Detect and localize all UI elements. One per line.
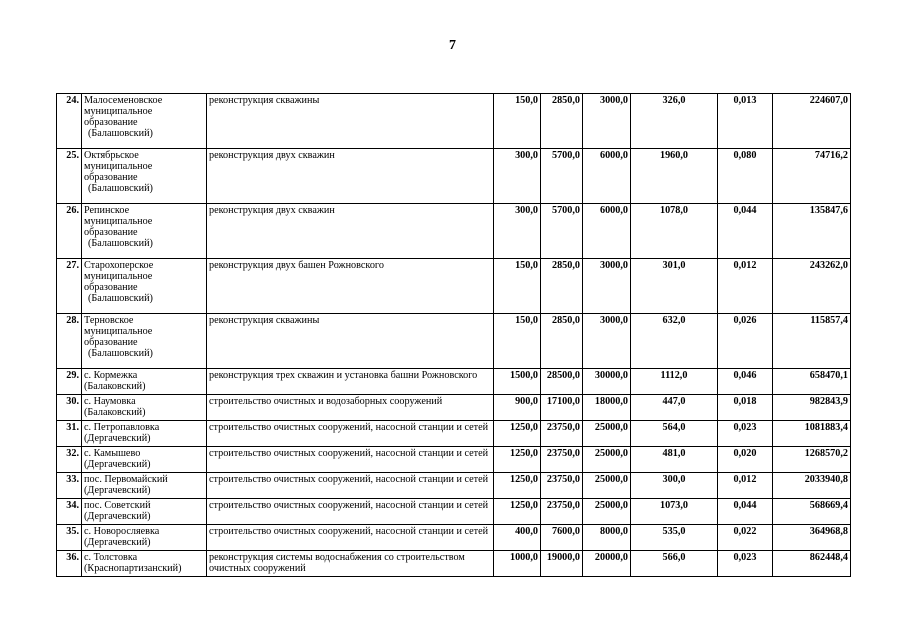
row-number: 31. bbox=[57, 421, 82, 447]
value-col-3: 30000,0 bbox=[583, 369, 631, 395]
table-row bbox=[57, 149, 851, 204]
value-col-6: 243262,0 bbox=[773, 259, 851, 314]
work-description: реконструкция скважины bbox=[207, 314, 494, 369]
settlement-name bbox=[82, 204, 207, 259]
settlement-name bbox=[82, 551, 207, 577]
settlement-name bbox=[82, 525, 207, 551]
settlement-name-line: (Дергачевский) bbox=[84, 433, 151, 444]
value-col-6: 1081883,4 bbox=[773, 421, 851, 447]
value-col-3: 20000,0 bbox=[583, 551, 631, 577]
work-description: реконструкция двух башен Рожновского bbox=[207, 259, 494, 314]
work-description: строительство очистных сооружений, насосной станции и сетей bbox=[207, 473, 494, 499]
value-col-3: 6000,0 bbox=[583, 204, 631, 259]
value-col-5: 0,026 bbox=[718, 314, 773, 369]
value-col-1: 1000,0 bbox=[494, 551, 541, 577]
value-col-1: 1250,0 bbox=[494, 473, 541, 499]
value-col-5: 0,046 bbox=[718, 369, 773, 395]
row-number: 28. bbox=[57, 314, 82, 369]
value-col-2: 5700,0 bbox=[541, 204, 583, 259]
table-row bbox=[57, 369, 851, 395]
settlement-name-line: муниципальное bbox=[84, 216, 153, 227]
table-row bbox=[57, 499, 851, 525]
settlement-name-line: образование bbox=[84, 172, 138, 183]
value-col-3: 25000,0 bbox=[583, 421, 631, 447]
value-col-1: 400,0 bbox=[494, 525, 541, 551]
settlement-name-line: пос. Первомайский bbox=[84, 474, 168, 485]
table-row bbox=[57, 94, 851, 149]
value-col-3: 25000,0 bbox=[583, 447, 631, 473]
value-col-2: 23750,0 bbox=[541, 447, 583, 473]
value-col-1: 1250,0 bbox=[494, 421, 541, 447]
value-col-4: 447,0 bbox=[631, 395, 718, 421]
value-col-4: 632,0 bbox=[631, 314, 718, 369]
value-col-2: 2850,0 bbox=[541, 94, 583, 149]
table-row bbox=[57, 204, 851, 259]
row-number: 29. bbox=[57, 369, 82, 395]
value-col-4: 300,0 bbox=[631, 473, 718, 499]
settlement-name-line: с. Наумовка bbox=[84, 396, 136, 407]
value-col-2: 2850,0 bbox=[541, 259, 583, 314]
table-row bbox=[57, 259, 851, 314]
settlement-name bbox=[82, 447, 207, 473]
value-col-1: 300,0 bbox=[494, 204, 541, 259]
work-description: реконструкция системы водоснабжения со строительством очистных сооружений bbox=[207, 551, 494, 577]
value-col-5: 0,022 bbox=[718, 525, 773, 551]
value-col-5: 0,018 bbox=[718, 395, 773, 421]
value-col-1: 900,0 bbox=[494, 395, 541, 421]
table-row bbox=[57, 525, 851, 551]
settlement-name-line: с. Камышево bbox=[84, 448, 141, 459]
value-col-5: 0,013 bbox=[718, 94, 773, 149]
value-col-1: 1250,0 bbox=[494, 447, 541, 473]
settlement-name-line: (Балаковский) bbox=[84, 381, 146, 392]
settlement-name bbox=[82, 499, 207, 525]
settlement-name-line: (Краснопартизанский) bbox=[84, 563, 182, 574]
settlement-name-line: (Дергачевский) bbox=[84, 459, 151, 470]
settlement-name-line: образование bbox=[84, 117, 138, 128]
settlement-name-line: (Балаковский) bbox=[84, 407, 146, 418]
value-col-3: 3000,0 bbox=[583, 314, 631, 369]
value-col-4: 564,0 bbox=[631, 421, 718, 447]
value-col-2: 23750,0 bbox=[541, 421, 583, 447]
table-row bbox=[57, 473, 851, 499]
settlement-name bbox=[82, 473, 207, 499]
row-number: 35. bbox=[57, 525, 82, 551]
value-col-5: 0,020 bbox=[718, 447, 773, 473]
value-col-4: 1960,0 bbox=[631, 149, 718, 204]
value-col-1: 150,0 bbox=[494, 94, 541, 149]
table-row bbox=[57, 551, 851, 577]
value-col-5: 0,012 bbox=[718, 473, 773, 499]
value-col-2: 7600,0 bbox=[541, 525, 583, 551]
settlement-name bbox=[82, 94, 207, 149]
table-body bbox=[57, 94, 851, 577]
settlement-name-line: с. Петропавловка bbox=[84, 422, 160, 433]
table-row bbox=[57, 447, 851, 473]
value-col-3: 18000,0 bbox=[583, 395, 631, 421]
settlement-name-line: Малосеменовское bbox=[84, 95, 163, 106]
value-col-5: 0,023 bbox=[718, 421, 773, 447]
settlement-name-line: муниципальное bbox=[84, 161, 153, 172]
value-col-3: 25000,0 bbox=[583, 499, 631, 525]
work-description: строительство очистных сооружений, насосной станции и сетей bbox=[207, 499, 494, 525]
value-col-2: 5700,0 bbox=[541, 149, 583, 204]
value-col-4: 566,0 bbox=[631, 551, 718, 577]
settlement-name-line: (Балашовский) bbox=[88, 348, 153, 359]
page-number: 7 bbox=[449, 38, 456, 53]
settlement-name-line: образование bbox=[84, 227, 138, 238]
value-col-6: 135847,6 bbox=[773, 204, 851, 259]
settlement-name-line: с. Кормежка bbox=[84, 370, 138, 381]
data-table bbox=[56, 93, 851, 577]
settlement-name-line: (Балашовский) bbox=[88, 183, 153, 194]
value-col-4: 535,0 bbox=[631, 525, 718, 551]
settlement-name-line: (Дергачевский) bbox=[84, 511, 151, 522]
settlement-name-line: (Балашовский) bbox=[88, 293, 153, 304]
settlement-name-line: Репинское bbox=[84, 205, 130, 216]
settlement-name-line: (Дергачевский) bbox=[84, 485, 151, 496]
row-number: 30. bbox=[57, 395, 82, 421]
value-col-1: 1250,0 bbox=[494, 499, 541, 525]
value-col-5: 0,023 bbox=[718, 551, 773, 577]
value-col-3: 3000,0 bbox=[583, 94, 631, 149]
row-number: 24. bbox=[57, 94, 82, 149]
settlement-name bbox=[82, 259, 207, 314]
value-col-4: 326,0 bbox=[631, 94, 718, 149]
value-col-5: 0,044 bbox=[718, 204, 773, 259]
settlement-name-line: (Балашовский) bbox=[88, 238, 153, 249]
value-col-5: 0,012 bbox=[718, 259, 773, 314]
work-description: реконструкция двух скважин bbox=[207, 204, 494, 259]
value-col-2: 17100,0 bbox=[541, 395, 583, 421]
value-col-6: 224607,0 bbox=[773, 94, 851, 149]
value-col-3: 8000,0 bbox=[583, 525, 631, 551]
row-number: 25. bbox=[57, 149, 82, 204]
value-col-6: 982843,9 bbox=[773, 395, 851, 421]
settlement-name-line: пос. Советский bbox=[84, 500, 151, 511]
row-number: 27. bbox=[57, 259, 82, 314]
value-col-3: 3000,0 bbox=[583, 259, 631, 314]
value-col-1: 150,0 bbox=[494, 314, 541, 369]
value-col-6: 115857,4 bbox=[773, 314, 851, 369]
value-col-6: 2033940,8 bbox=[773, 473, 851, 499]
value-col-4: 301,0 bbox=[631, 259, 718, 314]
value-col-3: 6000,0 bbox=[583, 149, 631, 204]
work-description: реконструкция скважины bbox=[207, 94, 494, 149]
table-row bbox=[57, 395, 851, 421]
value-col-6: 74716,2 bbox=[773, 149, 851, 204]
value-col-1: 1500,0 bbox=[494, 369, 541, 395]
settlement-name-line: (Дергачевский) bbox=[84, 537, 151, 548]
value-col-4: 1078,0 bbox=[631, 204, 718, 259]
value-col-6: 658470,1 bbox=[773, 369, 851, 395]
settlement-name-line: образование bbox=[84, 337, 138, 348]
settlement-name-line: Октябрьское bbox=[84, 150, 139, 161]
settlement-name bbox=[82, 369, 207, 395]
settlement-name bbox=[82, 314, 207, 369]
value-col-5: 0,044 bbox=[718, 499, 773, 525]
value-col-3: 25000,0 bbox=[583, 473, 631, 499]
work-description: реконструкция трех скважин и установка башни Рожновского bbox=[207, 369, 494, 395]
value-col-4: 1073,0 bbox=[631, 499, 718, 525]
settlement-name-line: муниципальное bbox=[84, 326, 153, 337]
value-col-2: 23750,0 bbox=[541, 473, 583, 499]
value-col-6: 364968,8 bbox=[773, 525, 851, 551]
row-number: 34. bbox=[57, 499, 82, 525]
value-col-6: 568669,4 bbox=[773, 499, 851, 525]
settlement-name-line: муниципальное bbox=[84, 271, 153, 282]
settlement-name-line: образование bbox=[84, 282, 138, 293]
settlement-name-line: (Балашовский) bbox=[88, 128, 153, 139]
value-col-2: 28500,0 bbox=[541, 369, 583, 395]
value-col-2: 19000,0 bbox=[541, 551, 583, 577]
work-description: реконструкция двух скважин bbox=[207, 149, 494, 204]
value-col-6: 862448,4 bbox=[773, 551, 851, 577]
value-col-6: 1268570,2 bbox=[773, 447, 851, 473]
work-description: строительство очистных сооружений, насосной станции и сетей bbox=[207, 525, 494, 551]
value-col-5: 0,080 bbox=[718, 149, 773, 204]
settlement-name bbox=[82, 421, 207, 447]
row-number: 32. bbox=[57, 447, 82, 473]
value-col-4: 481,0 bbox=[631, 447, 718, 473]
value-col-1: 150,0 bbox=[494, 259, 541, 314]
work-description: строительство очистных сооружений, насосной станции и сетей bbox=[207, 447, 494, 473]
settlement-name bbox=[82, 395, 207, 421]
row-number: 33. bbox=[57, 473, 82, 499]
settlement-name-line: с. Новоросляевка bbox=[84, 526, 160, 537]
settlement-name-line: муниципальное bbox=[84, 106, 153, 117]
value-col-1: 300,0 bbox=[494, 149, 541, 204]
settlement-name-line: Терновское bbox=[84, 315, 134, 326]
value-col-2: 2850,0 bbox=[541, 314, 583, 369]
table-row bbox=[57, 421, 851, 447]
row-number: 36. bbox=[57, 551, 82, 577]
work-description: строительство очистных и водозаборных сооружений bbox=[207, 395, 494, 421]
table-row bbox=[57, 314, 851, 369]
value-col-4: 1112,0 bbox=[631, 369, 718, 395]
value-col-2: 23750,0 bbox=[541, 499, 583, 525]
row-number: 26. bbox=[57, 204, 82, 259]
settlement-name-line: Старохоперское bbox=[84, 260, 154, 271]
settlement-name bbox=[82, 149, 207, 204]
work-description: строительство очистных сооружений, насосной станции и сетей bbox=[207, 421, 494, 447]
settlement-name-line: с. Толстовка bbox=[84, 552, 138, 563]
